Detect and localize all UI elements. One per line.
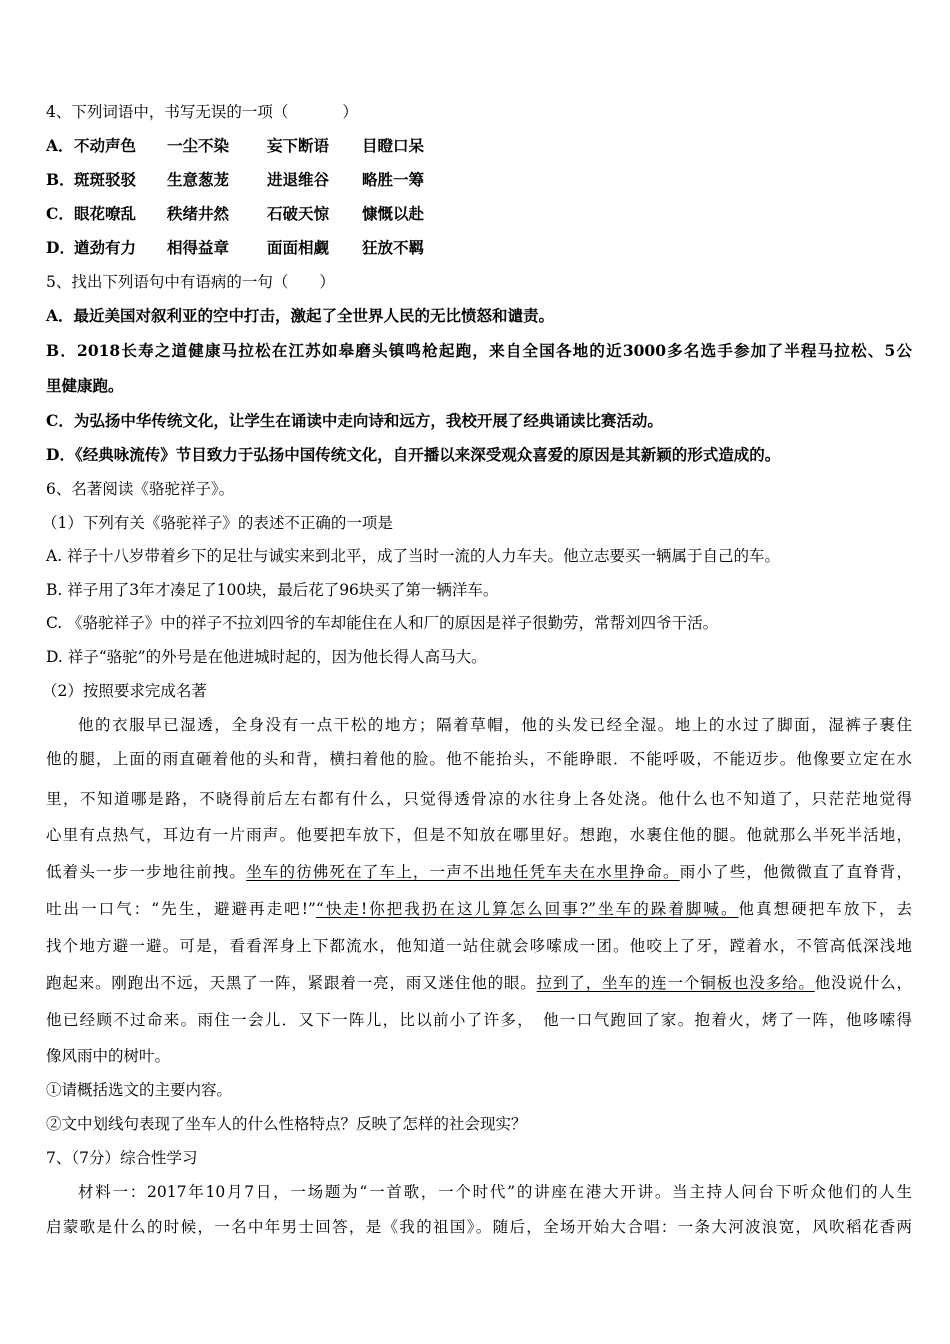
q5-option-a: A．最近美国对叙利亚的空中打击，激起了全世界人民的无比愤怒和谴责。: [46, 306, 555, 325]
option-word: 面面相觑: [267, 238, 330, 257]
underlined-sentence: 坐车的彷佛死在了车上，一声不出地任凭车夫在水里挣命。: [246, 863, 680, 881]
option-letter: B．: [46, 170, 75, 189]
q4-option-b: [46, 170, 912, 190]
q6-question-1: ①请概括选文的主要内容。: [46, 1081, 233, 1099]
passage-text: 雨小了些，他微微直了直脊背，: [679, 863, 912, 881]
q4-stem-close: ）: [342, 103, 358, 121]
q6-question-2: ②文中划线句表现了坐车人的什么性格特点？反映了怎样的社会现实？: [46, 1115, 527, 1133]
passage-line: [46, 862, 912, 882]
q4-option-c: [46, 204, 912, 224]
passage-text: 他真想硬把车放下，去: [738, 900, 913, 918]
option-word: 不动声色: [74, 136, 137, 155]
underlined-sentence: “快走!你把我扔在这儿算怎么回事?”坐车的跺着脚喊。: [315, 900, 739, 918]
q7-material-line: 材料一：2017年10月7日，一场题为“一首歌，一个时代”的讲座在港大开讲。当主持人问台下听众他们的人生: [78, 1183, 912, 1201]
option-word: 眼花嘹乱: [74, 204, 137, 223]
passage-line: [46, 973, 912, 993]
q5-option-d: D．《经典咏流传》节目致力于弘扬中国传统文化，自开播以来深受观众喜爱的原因是其新颖的形式造成的。: [46, 445, 781, 464]
option-word: 一尘不染: [167, 136, 230, 155]
q5-option-b-line1: B．2018长寿之道健康马拉松在江苏如皋磨头镇鸣枪起跑，来自全国各地的近3000多名选手参加了半程马拉松、5公: [46, 341, 912, 360]
option-word: 遒劲有力: [74, 238, 137, 257]
q6-option-d: D. 祥子“骆驼”的外号是在他进城时起的，因为他长得人高马大。: [46, 648, 487, 666]
q7-stem: 7、（7分）综合性学习: [46, 1149, 198, 1167]
option-letter: C．: [46, 204, 74, 223]
option-word: 秩绪井然: [167, 204, 230, 223]
option-word: 狂放不羁: [362, 238, 425, 257]
q4-stem: [46, 102, 912, 122]
q6-stem: 6、名著阅读《骆驼祥子》。: [46, 480, 235, 498]
option-word: 目瞪口呆: [362, 136, 425, 155]
passage-line: 心里有点热气，耳边有一片雨声。他要把车放下，但是不知放在哪里好。想跑，水裹住他的腿。他就那么半死半活地，: [46, 826, 912, 844]
q6-option-c: C. 《骆驼祥子》中的祥子不拉刘四爷的车却能住在人和厂的原因是祥子很勤劳，常帮刘四爷干活。: [46, 614, 719, 632]
option-word: 石破天惊: [267, 204, 330, 223]
passage-text: 跑起来。刚跑出不远，天黑了一阵，紧跟着一亮，雨又迷住他的眼。: [46, 974, 537, 992]
passage-line: 里，不知道哪是路，不晓得前后左右都有什么，只觉得透骨凉的水往身上各处浇。他什么也不知道了，只茫茫地觉得: [46, 790, 912, 808]
passage-text: 吐出一口气：“先生，避避再走吧!”: [46, 900, 316, 918]
passage-text: 低着头一步一步地往前拽。: [46, 863, 247, 881]
option-letter: A．: [46, 136, 74, 155]
q6-sub1: （1）下列有关《骆驼祥子》的表述不正确的一项是: [42, 514, 393, 532]
option-word: 略胜一筹: [362, 170, 425, 189]
passage-text: 他没说什么，: [814, 974, 912, 992]
passage-line: 他的腿，上面的雨直砸着他的头和背，横扫着他的脸。他不能抬头，不能睁眼．不能呼吸，不能迈步。他像要立定在水: [46, 750, 912, 768]
q6-option-a: A. 祥子十八岁带着乡下的足壮与诚实来到北平，成了当时一流的人力车夫。他立志要买一辆属于自己的车。: [46, 547, 781, 565]
option-word: 斑斑驳驳: [74, 170, 137, 189]
q7-material-line: 启蒙歌是什么的时候，一名中年男士回答，是《我的祖国》。随后，全场开始大合唱：一条大河波浪宽，风吹稻花香两: [46, 1218, 912, 1236]
q6-sub2: （2）按照要求完成名著: [42, 682, 207, 700]
option-word: 相得益章: [167, 238, 230, 257]
q4-option-d: [46, 238, 912, 258]
passage-line: 像风雨中的树叶。: [46, 1047, 171, 1065]
q4-option-a: [46, 136, 912, 156]
passage-line: 他的衣服早已湿透，全身没有一点干松的地方；隔着草帽，他的头发已经全湿。地上的水过了脚面，湿裤子裹住: [78, 716, 912, 734]
q5-option-c: C．为弘扬中华传统文化，让学生在诵读中走向诗和远方，我校开展了经典诵读比赛活动。: [46, 411, 663, 430]
passage-line: [46, 899, 912, 919]
q5-option-b-line2: 里健康跑。: [46, 376, 124, 395]
q5-stem: 5、找出下列语句中有语病的一句（ ）: [46, 273, 335, 291]
option-word: 慷慨以赴: [362, 204, 425, 223]
passage-line: 他已经顾不过命来。雨住一会儿．又下一阵儿，比以前小了许多， 他一口气跑回了家。抱着火，烤了一阵，他哆嗦得: [46, 1011, 912, 1029]
option-word: 妄下断语: [267, 136, 330, 155]
underlined-sentence: 拉到了，坐车的连一个铜板也没多给。: [536, 974, 815, 992]
option-word: 生意葱茏: [167, 170, 230, 189]
option-letter: D．: [46, 238, 75, 257]
q4-stem-text: 4、下列词语中，书写无误的一项（: [46, 103, 289, 121]
passage-line: 找个地方避一避。可是，看看浑身上下都流水，他知道一站住就会哆嗦成一团。他咬上了牙，蹚着水，不管高低深浅地: [46, 937, 912, 955]
option-word: 进退维谷: [267, 170, 330, 189]
q6-option-b: B. 祥子用了3年才凑足了100块，最后花了96块买了第一辆洋车。: [46, 581, 499, 599]
